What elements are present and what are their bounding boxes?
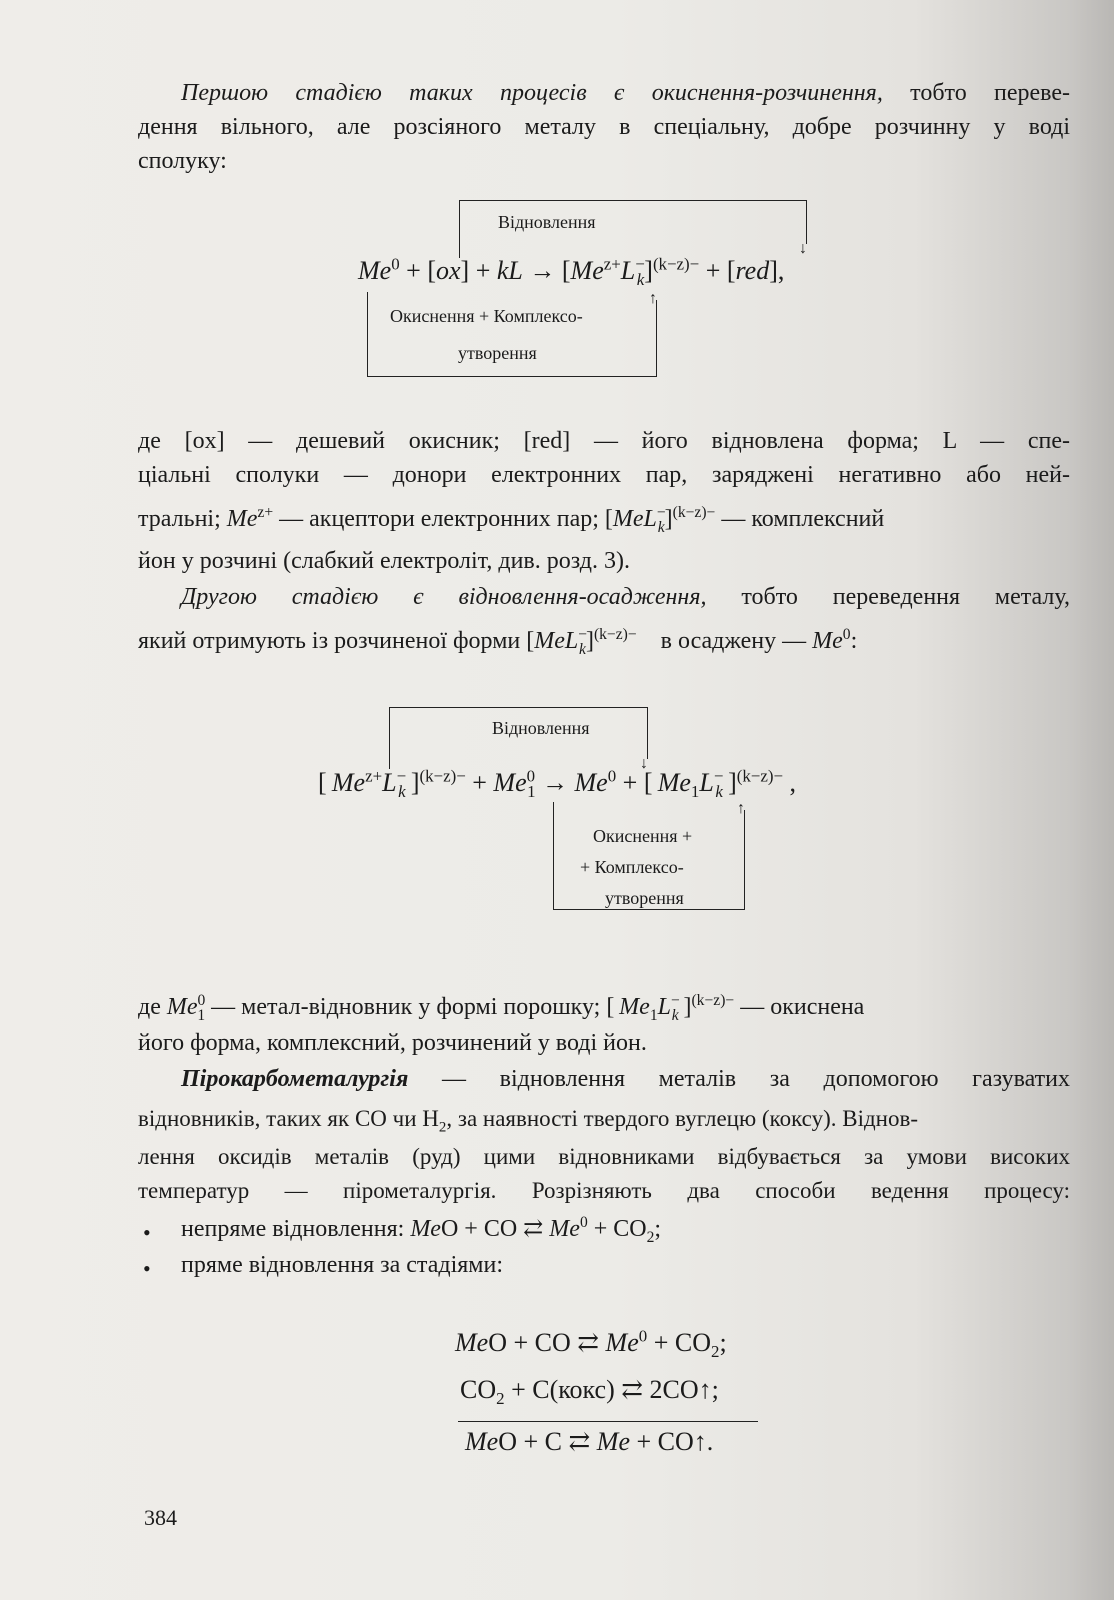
scheme-2-bottom-left-line: [553, 802, 554, 910]
term-pyrocarbometallurgy: Пірокарбометалургія: [181, 1066, 409, 1092]
paragraph-2-line-3: тральні; $Me^{z+}$ — акцептори електронних пар; $[MeL^-_k]^{(k-z)-}$ — комплексний: [138, 504, 885, 536]
scheme-1-bottom-label-1: Окиснення + Комплексо-: [390, 306, 583, 326]
paragraph-5-line-1: Пірокарбометалургія — відновлення металів за допомогою газуватих: [181, 1066, 1070, 1092]
scheme-2-bottom-label-1: Окиснення +: [593, 826, 693, 846]
scheme-2-bottom-label-3: утворення: [605, 888, 684, 908]
scheme-2-bottom-right-line: [744, 810, 745, 910]
sum-line: [458, 1421, 758, 1422]
paragraph-4-line-2: його форма, комплексний, розчинений у воді йон.: [138, 1030, 647, 1056]
page-number: 384: [144, 1505, 177, 1530]
bullet-2-marker: •: [143, 1256, 151, 1281]
stage-equation-1: MeO + CO ⇄ $Me^0 + CO_2$;: [455, 1326, 727, 1362]
paragraph-2-line-2: ціальні сполуки — донори електронних пар, заряджені негативно або ней-: [138, 462, 1070, 488]
paragraph-1-italic: Першою стадією таких процесів є окиснення-розчинення,: [181, 80, 883, 106]
scheme-2-top-left-line: [389, 707, 390, 769]
scheme-2-bottom-bar: [553, 909, 745, 910]
scheme-1-bottom-right-line: [656, 300, 657, 377]
scheme-1-bottom-left-line: [367, 292, 368, 377]
paragraph-3-line-2: який отримують із розчиненої форми $[MeL^-_k]^{(k-z)-}$ в осаджену — Me$^0$:: [138, 626, 858, 658]
scheme-1-top-label: Відновлення: [498, 212, 596, 232]
paragraph-5-line-3: лення оксидів металів (руд) цими відновниками відбувається за умови високих: [138, 1144, 1070, 1169]
paragraph-4-line-1: де $Me^0_1$ — метал-відновник у формі порошку; [ $Me_1L^-_k$ ]$^{(k-z)-}$ — окиснена: [138, 992, 865, 1024]
paragraph-3-italic: Другою стадією є відновлення-осадження,: [181, 584, 707, 610]
scheme-2-arrow-down-icon: ↓: [640, 755, 648, 772]
scheme-1-top-right-line: [806, 200, 807, 244]
scheme-1-bottom-bar: [367, 376, 657, 377]
paragraph-5-line-2: відновників, таких як CO чи $H_2$, за наявності твердого вуглецю (коксу). Віднов-: [138, 1106, 918, 1136]
scheme-1-arrow-up-icon: ↑: [649, 290, 657, 307]
bullet-1-marker: •: [143, 1220, 151, 1245]
scheme-2-top-label: Відновлення: [492, 718, 590, 738]
scheme-1-top-bar: [459, 200, 807, 201]
paragraph-1-line-1: Першою стадією таких процесів є окиснення-розчинення, тобто переве-: [181, 80, 1071, 106]
paragraph-2-line-4: йон у розчині (слабкий електроліт, див. розд. 3).: [138, 548, 630, 574]
paragraph-1-line-2: дення вільного, але розсіяного металу в спеціальну, добре розчинну у воді: [138, 114, 1070, 140]
bullet-2: пряме відновлення за стадіями:: [181, 1252, 503, 1278]
scheme-2-bottom-label-2: + Комплексо-: [580, 857, 684, 877]
scheme-1-bottom-label-2: утворення: [458, 343, 537, 363]
paragraph-2-line-1: де [ox] — дешевий окисник; [red] — його відновлена форма; L — спе-: [138, 428, 1070, 454]
scheme-1-top-left-line: [459, 200, 460, 258]
paragraph-5-line-4: температур — пірометалургія. Розрізняють два способи ведення процесу:: [138, 1178, 1070, 1203]
scheme-2-top-right-line: [647, 707, 648, 759]
sum-equation: MeO + C ⇄ Me + CO↑.: [465, 1427, 714, 1456]
paragraph-1-line-3: сполуку:: [138, 148, 227, 174]
scheme-1-arrow-down-icon: ↓: [799, 240, 807, 257]
equation-2: [ $Me^{z+}L^-_k$ ]$^{(k-z)-} + Me^0_1 \to Me^0$ + [ $Me_1L^-_k$ ]$^{(k-z)-}$ ,: [318, 766, 796, 802]
paragraph-3-line-1: Другою стадією є відновлення-осадження, тобто переведення металу,: [181, 584, 1070, 610]
scheme-2-arrow-up-icon: ↑: [737, 800, 745, 817]
bullet-1: непряме відновлення: MeO + CO ⇄ $Me^0 + CO_2$;: [181, 1214, 662, 1246]
equation-1: $Me^0 + [ox]$ + kL → $[Me^{z+}L^-_k]^{(k-z)-} + [red]$,: [358, 254, 785, 290]
stage-equation-2: $CO_2$ + C(кокс) ⇄ 2CO↑;: [460, 1375, 719, 1409]
scheme-2-top-bar: [389, 707, 648, 708]
